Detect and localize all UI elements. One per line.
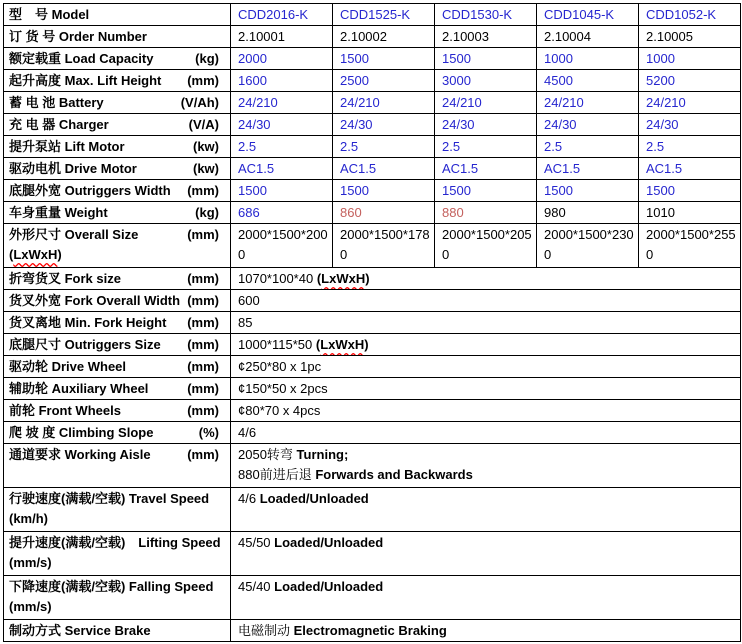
outriggers-size-label [4, 334, 231, 356]
table-row-falling-speed [4, 576, 741, 620]
load-capacity-value-4: 1000 [537, 48, 639, 70]
outriggers-width-value-3: 1500 [435, 180, 537, 202]
weight-value-4: 980 [537, 202, 639, 224]
charger-value-5: 24/30 [639, 114, 741, 136]
order-number-value-3: 2.10003 [435, 26, 537, 48]
outriggers-width-value-4: 1500 [537, 180, 639, 202]
lifting-speed-label [4, 532, 231, 576]
drive-motor-value-4: AC1.5 [537, 158, 639, 180]
auxiliary-wheel-value: ¢150*50 x 2pcs [231, 378, 741, 400]
load-capacity-unit: (kg) [195, 51, 219, 66]
max-lift-height-value-5: 5200 [639, 70, 741, 92]
working-aisle-label [4, 444, 231, 488]
table-row-load-capacity [4, 48, 741, 70]
charger-value-3: 24/30 [435, 114, 537, 136]
load-capacity-value-2: 1500 [333, 48, 435, 70]
climbing-slope-unit: (%) [198, 425, 219, 440]
weight-label [4, 202, 231, 224]
battery-unit: (V/Ah) [180, 95, 219, 110]
table-row-auxiliary-wheel [4, 378, 741, 400]
max-lift-height-value-3: 3000 [435, 70, 537, 92]
outriggers-width-unit: (mm) [187, 183, 219, 198]
overall-size-label [4, 224, 231, 268]
drive-motor-value-3: AC1.5 [435, 158, 537, 180]
auxiliary-wheel-label-text: 辅助轮 Auxiliary Wheel [9, 381, 149, 396]
weight-unit: (kg) [195, 205, 219, 220]
drive-wheel-label [4, 356, 231, 378]
table-row-charger [4, 114, 741, 136]
max-lift-height-value-4: 4500 [537, 70, 639, 92]
overall-size-value-4: 2000*1500*2300 [537, 224, 639, 268]
table-row-climbing-slope [4, 422, 741, 444]
fork-size-unit: (mm) [187, 271, 219, 286]
table-row-drive-wheel [4, 356, 741, 378]
load-capacity-label-text: 额定载重 Load Capacity [9, 51, 154, 66]
fork-size-label [4, 268, 231, 290]
charger-value-2: 24/30 [333, 114, 435, 136]
table-row-outriggers-width [4, 180, 741, 202]
working-aisle-value: 2050转弯 Turning; 880前进后退 Forwards and Backwards [231, 444, 741, 488]
outriggers-width-label-text: 底腿外宽 Outriggers Width [9, 183, 171, 198]
max-lift-height-unit: (mm) [187, 73, 219, 88]
climbing-slope-label [4, 422, 231, 444]
charger-value-1: 24/30 [231, 114, 333, 136]
model-value-2: CDD1525-K [333, 4, 435, 26]
table-row-working-aisle [4, 444, 741, 488]
front-wheels-label [4, 400, 231, 422]
table-row-overall-size [4, 224, 741, 268]
model-value-4: CDD1045-K [537, 4, 639, 26]
weight-value-1: 686 [231, 202, 333, 224]
weight-value-5: 1010 [639, 202, 741, 224]
outriggers-width-label [4, 180, 231, 202]
load-capacity-value-5: 1000 [639, 48, 741, 70]
load-capacity-value-1: 2000 [231, 48, 333, 70]
charger-label [4, 114, 231, 136]
service-brake-value: 电磁制动 Electromagnetic Braking [231, 620, 741, 642]
drive-motor-value-1: AC1.5 [231, 158, 333, 180]
table-row-lift-motor [4, 136, 741, 158]
travel-speed-label [4, 488, 231, 532]
outriggers-size-value: 1000*115*50 (LxWxH) [231, 334, 741, 356]
battery-value-3: 24/210 [435, 92, 537, 114]
weight-label-text: 车身重量 Weight [9, 205, 108, 220]
overall-size-value-5: 2000*1500*2550 [639, 224, 741, 268]
order-number-value-1: 2.10001 [231, 26, 333, 48]
table-row-lifting-speed [4, 532, 741, 576]
max-lift-height-value-2: 2500 [333, 70, 435, 92]
fork-overall-width-label [4, 290, 231, 312]
front-wheels-unit: (mm) [187, 403, 219, 418]
battery-value-4: 24/210 [537, 92, 639, 114]
table-row-fork-overall-width [4, 290, 741, 312]
lift-motor-unit: (kw) [193, 139, 219, 154]
weight-value-2: 860 [333, 202, 435, 224]
model-value-1: CDD2016-K [231, 4, 333, 26]
model-value-5: CDD1052-K [639, 4, 741, 26]
outriggers-size-label-text: 底腿尺寸 Outriggers Size [9, 337, 161, 352]
table-row-fork-size [4, 268, 741, 290]
fork-overall-width-unit: (mm) [187, 293, 219, 308]
charger-unit: (V/A) [188, 117, 219, 132]
auxiliary-wheel-label [4, 378, 231, 400]
order-number-label [4, 26, 231, 48]
outriggers-width-value-1: 1500 [231, 180, 333, 202]
charger-value-4: 24/30 [537, 114, 639, 136]
drive-motor-value-2: AC1.5 [333, 158, 435, 180]
min-fork-height-label [4, 312, 231, 334]
model-value-3: CDD1530-K [435, 4, 537, 26]
lift-motor-value-2: 2.5 [333, 136, 435, 158]
max-lift-height-label-text: 起升高度 Max. Lift Height [9, 73, 162, 88]
table-row-max-lift-height [4, 70, 741, 92]
drive-wheel-label-text: 驱动轮 Drive Wheel [9, 359, 127, 374]
outriggers-width-value-2: 1500 [333, 180, 435, 202]
drive-motor-unit: (kw) [193, 161, 219, 176]
drive-motor-value-5: AC1.5 [639, 158, 741, 180]
order-number-label-text: 订 货 号 Order Number [9, 29, 147, 44]
battery-value-5: 24/210 [639, 92, 741, 114]
auxiliary-wheel-unit: (mm) [187, 381, 219, 396]
battery-label [4, 92, 231, 114]
min-fork-height-value: 85 [231, 312, 741, 334]
table-row-weight [4, 202, 741, 224]
falling-speed-label [4, 576, 231, 620]
model-label [4, 4, 231, 26]
climbing-slope-label-text: 爬 坡 度 Climbing Slope [9, 425, 154, 440]
falling-speed-label-text: 下降速度(满载/空载) Falling Speed [9, 579, 214, 594]
table-row-battery [4, 92, 741, 114]
table-row-drive-motor [4, 158, 741, 180]
overall-size-label-text: 外形尺寸 Overall Size (LxWxH) [9, 227, 142, 262]
fork-overall-width-label-text: 货叉外宽 Fork Overall Width [9, 293, 181, 308]
battery-value-1: 24/210 [231, 92, 333, 114]
front-wheels-value: ¢80*70 x 4pcs [231, 400, 741, 422]
outriggers-size-unit: (mm) [187, 337, 219, 352]
max-lift-height-label [4, 70, 231, 92]
lift-motor-value-4: 2.5 [537, 136, 639, 158]
overall-size-value-1: 2000*1500*2000 [231, 224, 333, 268]
table-row-min-fork-height [4, 312, 741, 334]
model-label-text: 型 号 Model [9, 7, 90, 22]
service-brake-label [4, 620, 231, 642]
travel-speed-value: 4/6 Loaded/Unloaded [231, 488, 741, 532]
order-number-value-2: 2.10002 [333, 26, 435, 48]
load-capacity-label [4, 48, 231, 70]
max-lift-height-value-1: 1600 [231, 70, 333, 92]
table-row-front-wheels [4, 400, 741, 422]
table-row-travel-speed [4, 488, 741, 532]
order-number-value-4: 2.10004 [537, 26, 639, 48]
weight-value-3: 880 [435, 202, 537, 224]
lifting-speed-value: 45/50 Loaded/Unloaded [231, 532, 741, 576]
overall-size-value-2: 2000*1500*1780 [333, 224, 435, 268]
drive-motor-label [4, 158, 231, 180]
fork-size-label-text: 折弯货叉 Fork size [9, 271, 121, 286]
spec-table [3, 3, 741, 642]
lift-motor-label [4, 136, 231, 158]
overall-size-unit: (mm) [187, 227, 219, 242]
fork-overall-width-value: 600 [231, 290, 741, 312]
drive-motor-label-text: 驱动电机 Drive Motor [9, 161, 137, 176]
travel-speed-unit: (km/h) [9, 511, 48, 526]
battery-label-text: 蓄 电 池 Battery [9, 95, 104, 110]
falling-speed-unit: (mm/s) [9, 599, 52, 614]
lift-motor-label-text: 提升泵站 Lift Motor [9, 139, 125, 154]
service-brake-label-text: 制动方式 Service Brake [9, 623, 151, 638]
lift-motor-value-5: 2.5 [639, 136, 741, 158]
battery-value-2: 24/210 [333, 92, 435, 114]
charger-label-text: 充 电 器 Charger [9, 117, 109, 132]
travel-speed-label-text: 行驶速度(满载/空载) Travel Speed [9, 491, 210, 506]
outriggers-width-value-5: 1500 [639, 180, 741, 202]
falling-speed-value: 45/40 Loaded/Unloaded [231, 576, 741, 620]
spec-table-body [4, 4, 741, 642]
drive-wheel-value: ¢250*80 x 1pc [231, 356, 741, 378]
drive-wheel-unit: (mm) [187, 359, 219, 374]
climbing-slope-value: 4/6 [231, 422, 741, 444]
table-row-order-number [4, 26, 741, 48]
load-capacity-value-3: 1500 [435, 48, 537, 70]
lift-motor-value-3: 2.5 [435, 136, 537, 158]
lift-motor-value-1: 2.5 [231, 136, 333, 158]
working-aisle-unit: (mm) [187, 447, 219, 462]
lifting-speed-unit: (mm/s) [9, 555, 52, 570]
fork-size-value: 1070*100*40 (LxWxH) [231, 268, 741, 290]
front-wheels-label-text: 前轮 Front Wheels [9, 403, 121, 418]
lifting-speed-label-text: 提升速度(满载/空载) Lifting Speed [9, 535, 221, 550]
min-fork-height-label-text: 货叉离地 Min. Fork Height [9, 315, 167, 330]
table-row-outriggers-size [4, 334, 741, 356]
min-fork-height-unit: (mm) [187, 315, 219, 330]
overall-size-value-3: 2000*1500*2050 [435, 224, 537, 268]
working-aisle-label-text: 通道要求 Working Aisle [9, 447, 151, 462]
order-number-value-5: 2.10005 [639, 26, 741, 48]
table-row-service-brake [4, 620, 741, 642]
table-row-model [4, 4, 741, 26]
